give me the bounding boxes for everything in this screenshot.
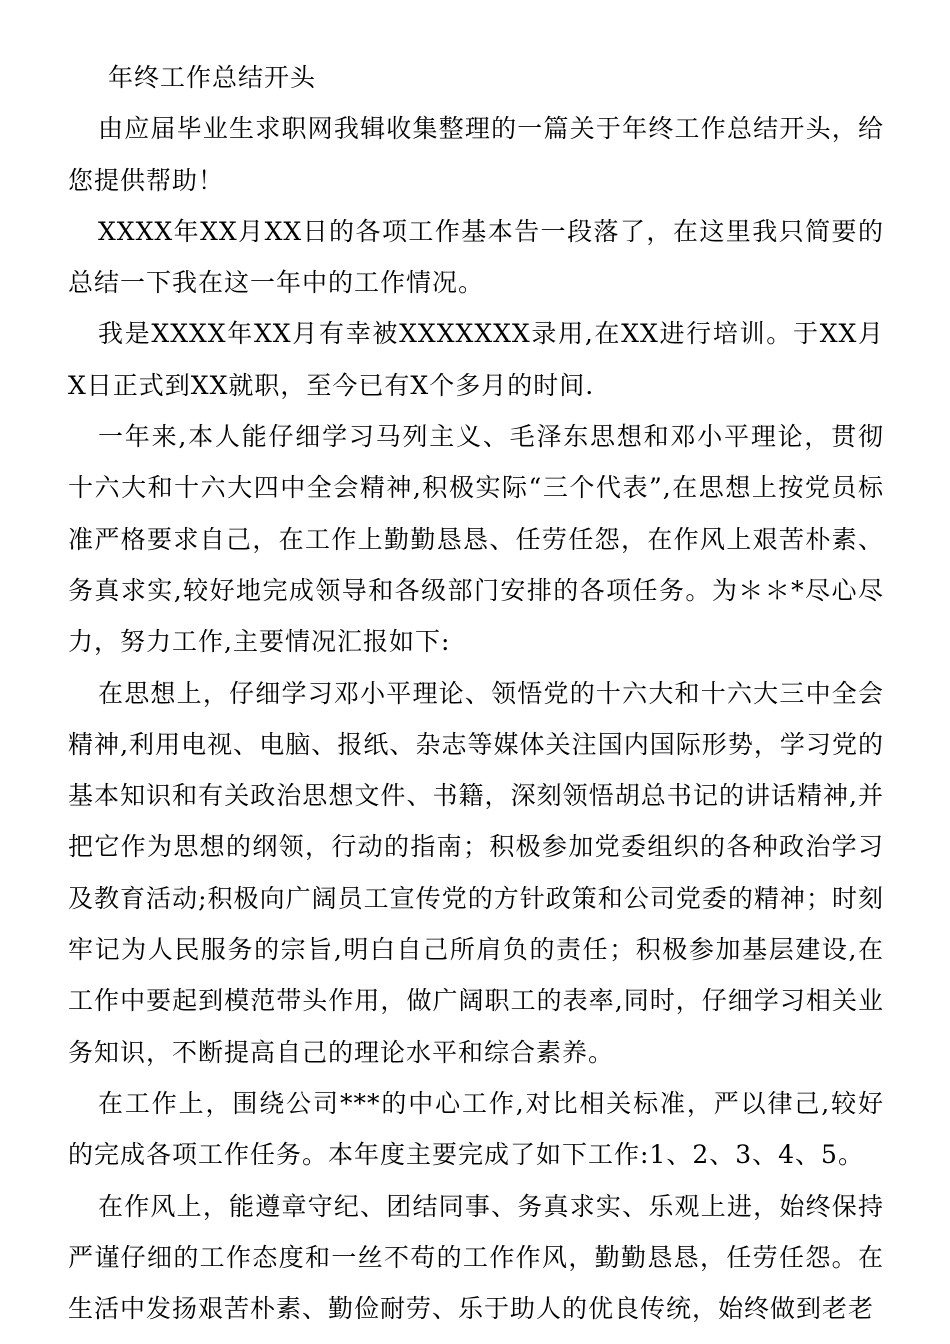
paragraph-conduct: 在作风上，能遵章守纪、团结同事、务真求实、乐观上进，始终保持严谨仔细的工作态度和一丝不苟的工作作风，勤勤恳恳，任劳任怨。在生活中发扬艰苦朴素、勤俭耐劳、乐于助人的优良传统，始终做到老老 <box>68 1191 884 1324</box>
paragraph-intro: 由应届毕业生求职网我辑收集整理的一篇关于年终工作总结开头，给您提供帮助！ <box>68 114 884 195</box>
paragraph-thinking: 在思想上，仔细学习邓小平理论、领悟党的十六大和十六大三中全会精神,利用电视、电脑、报纸、杂志等媒体关注国内国际形势，学习党的基本知识和有关政治思想文件、书籍，深刻领悟胡总书记的讲话精神,并把它作为思想的纲领，行动的指南；积极参加党委组织的各种政治学习及教育活动;积极向广阔员工宣传党的方针政策和公司党委的精神；时刻牢记为人民服务的宗旨,明白自己所肩负的责任；积极参加基层建设,在工作中要起到模范带头作用，做广阔职工的表率,同时，仔细学习相关业务知识，不断提高自己的理论水平和综合素养。 <box>68 678 884 1067</box>
paragraph-work: 在工作上，围绕公司***的中心工作,对比相关标准，严以律己,较好的完成各项工作任务。本年度主要完成了如下工作:1、2、3、4、5。 <box>68 1088 884 1170</box>
document-body <box>68 52 884 1334</box>
paragraph-employment: 我是XXXX年XX月有幸被XXXXXXX录用,在XX进行培训。于XX月X日正式到XX就职，至今已有X个多月的时间. <box>68 319 884 400</box>
paragraph-overview: 一年来,本人能仔细学习马列主义、毛泽东思想和邓小平理论，贯彻十六大和十六大四中全会精神,积极实际“三个代表”,在思想上按党员标准严格要求自己，在工作上勤勤恳恳、任劳任怨，在作风上艰苦朴素、务真求实,较好地完成领导和各级部门安排的各项任务。为＊＊*尽心尽力，努力工作,主要情况汇报如下: <box>68 422 884 657</box>
paragraph-year-summary: XXXX年XX月XX日的各项工作基本告一段落了，在这里我只简要的总结一下我在这一年中的工作情况。 <box>68 216 884 298</box>
document-title: 年终工作总结开头 <box>108 63 317 92</box>
